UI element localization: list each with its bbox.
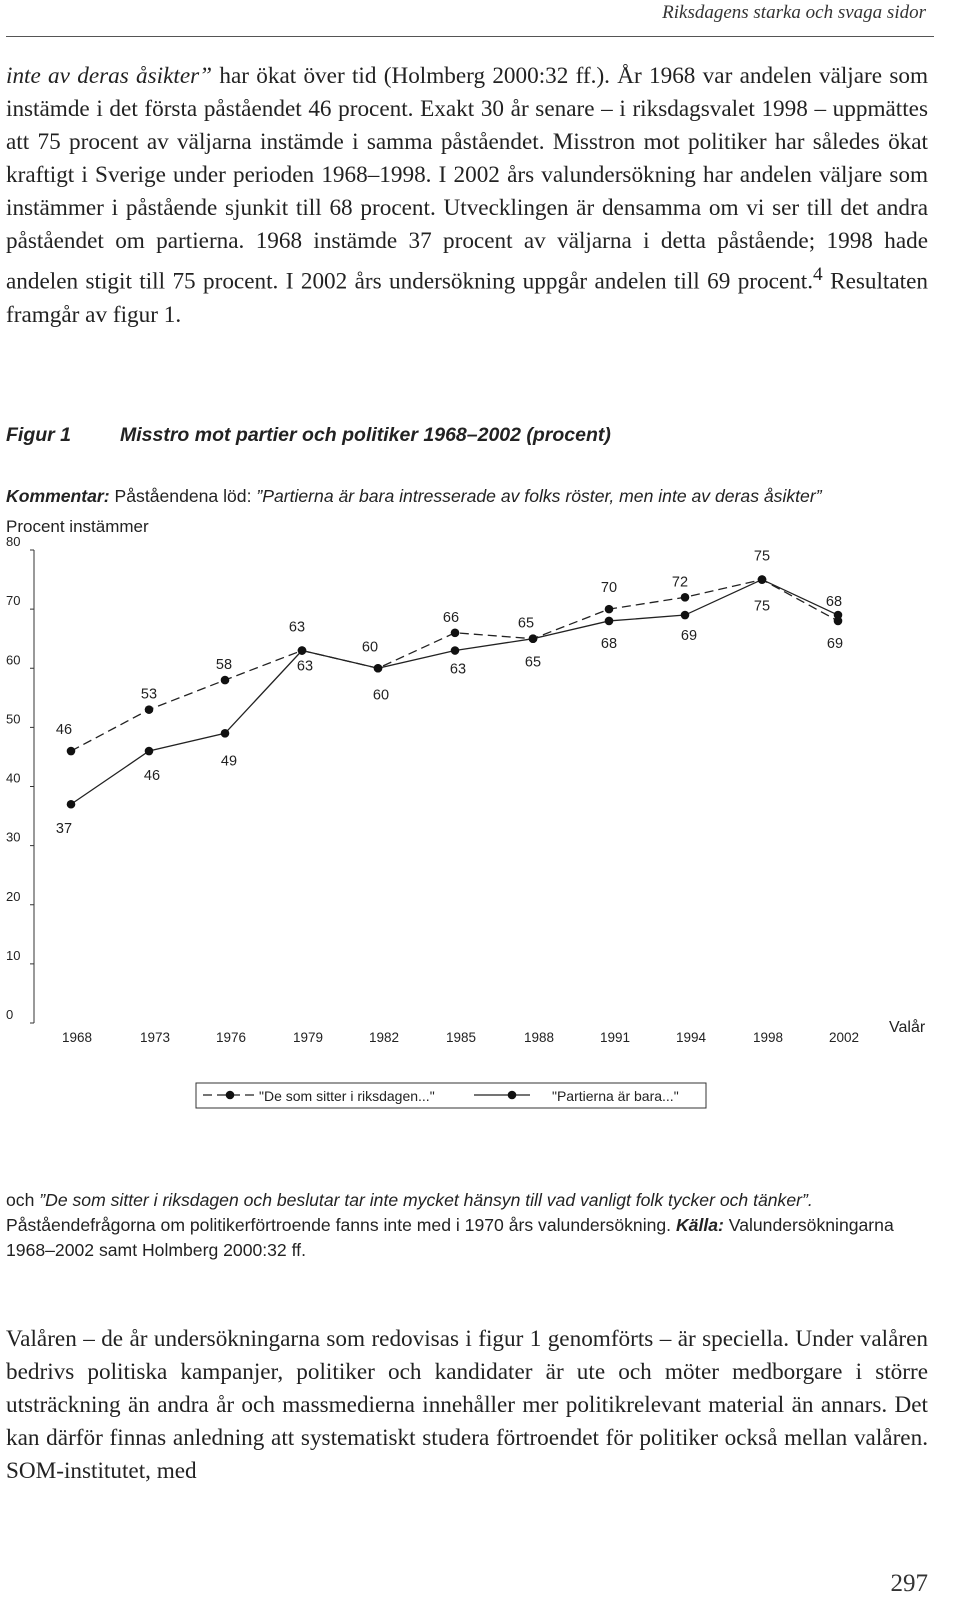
data-label-partierna-1976: 49 bbox=[220, 753, 238, 770]
data-label-partierna-2002: 69 bbox=[826, 636, 844, 653]
data-point-partierna-1976 bbox=[221, 729, 230, 738]
y-tick-label-10: 10 bbox=[6, 947, 21, 963]
body-text-end: Resultaten framgår av figur 1. bbox=[6, 268, 928, 328]
data-point-partierna-1979 bbox=[298, 646, 307, 655]
page-number: 297 bbox=[890, 1570, 928, 1597]
y-axis-label: Procent instämmer bbox=[6, 517, 149, 536]
x-tick-label-1979: 1979 bbox=[292, 1030, 324, 1045]
data-point-partierna-1998 bbox=[758, 575, 767, 584]
legend bbox=[196, 1083, 706, 1108]
running-header: Riksdagens starka och svaga sidor bbox=[662, 2, 926, 23]
header-rule bbox=[6, 36, 934, 37]
data-point-partierna-1968 bbox=[67, 800, 76, 809]
data-label-riksdagen-1988: 65 bbox=[517, 615, 535, 632]
y-tick-label-30: 30 bbox=[6, 829, 21, 845]
data-label-riksdagen-1998: 75 bbox=[753, 548, 771, 565]
comment-statement-2: ”De som sitter i riksdagen och beslutar tar inte mycket hänsyn till vad vanligt folk tycker och tänker”. bbox=[39, 1190, 813, 1210]
data-point-partierna-1994 bbox=[681, 611, 690, 620]
comment-text-3: Påståendefrågorna om politikerförtroende fanns inte med i 1970 års valundersökning. bbox=[6, 1215, 676, 1235]
data-label-partierna-1982: 60 bbox=[372, 687, 390, 704]
data-label-partierna-1968: 37 bbox=[55, 821, 73, 838]
data-label-partierna-1985: 63 bbox=[449, 661, 467, 678]
data-label-partierna-1998: 75 bbox=[753, 598, 771, 615]
y-tick-label-20: 20 bbox=[6, 888, 21, 904]
x-tick-label-1976: 1976 bbox=[215, 1030, 247, 1045]
x-tick-label-1991: 1991 bbox=[599, 1030, 631, 1045]
x-tick-label-1988: 1988 bbox=[523, 1030, 555, 1045]
y-tick-label-60: 60 bbox=[6, 652, 21, 668]
line-chart bbox=[0, 510, 960, 1118]
data-point-riksdagen-1976 bbox=[221, 676, 230, 685]
source-text: Valundersökningarna 1968–2002 samt Holmberg 2000:32 ff. bbox=[6, 1215, 894, 1260]
x-tick-label-1998: 1998 bbox=[752, 1030, 784, 1045]
y-tick-label-0: 0 bbox=[6, 1007, 14, 1022]
data-label-partierna-1994: 69 bbox=[680, 628, 698, 645]
legend-marker-solid bbox=[508, 1091, 517, 1100]
comment-label: Kommentar: bbox=[6, 486, 110, 506]
data-point-partierna-1991 bbox=[605, 617, 614, 626]
data-label-riksdagen-1985: 66 bbox=[442, 609, 460, 626]
data-label-riksdagen-1968: 46 bbox=[55, 722, 73, 739]
data-label-riksdagen-1991: 70 bbox=[600, 580, 618, 597]
data-point-partierna-1973 bbox=[145, 747, 154, 756]
body-paragraph-top bbox=[6, 60, 928, 332]
data-point-partierna-1982 bbox=[374, 664, 383, 673]
y-ticks bbox=[6, 534, 34, 1023]
x-tick-label-1994: 1994 bbox=[675, 1030, 707, 1045]
data-label-partierna-1988: 65 bbox=[524, 654, 542, 671]
data-label-partierna-1973: 46 bbox=[143, 768, 161, 785]
data-point-partierna-2002 bbox=[834, 611, 843, 620]
x-ticks bbox=[62, 1030, 859, 1045]
y-tick-label-70: 70 bbox=[6, 593, 21, 609]
comment-text-1: Påståendena löd: bbox=[109, 486, 257, 506]
figure-comment-continuation bbox=[6, 1188, 928, 1263]
x-tick-label-1982: 1982 bbox=[368, 1030, 400, 1045]
x-axis-label: Valår bbox=[889, 1019, 926, 1036]
figure-title: Misstro mot partier och politiker 1968–2002 (procent) bbox=[120, 424, 611, 446]
legend-marker-dashed bbox=[226, 1091, 235, 1100]
body-paragraph-bottom bbox=[6, 1323, 928, 1488]
figure-heading bbox=[6, 424, 611, 447]
y-tick-label-50: 50 bbox=[6, 711, 21, 727]
comment-text-2: och bbox=[6, 1190, 40, 1210]
data-point-partierna-1988 bbox=[529, 634, 538, 643]
data-point-partierna-1985 bbox=[451, 646, 460, 655]
legend-label-dashed: "De som sitter i riksdagen..." bbox=[259, 1088, 435, 1104]
data-label-riksdagen-1976: 58 bbox=[215, 657, 233, 674]
italic-lead: inte av deras åsikter” bbox=[6, 63, 213, 89]
y-tick-label-40: 40 bbox=[6, 770, 21, 786]
data-label-riksdagen-1982: 60 bbox=[361, 639, 379, 656]
data-label-partierna-1979: 63 bbox=[296, 658, 314, 675]
data-label-partierna-1991: 68 bbox=[600, 635, 618, 652]
x-tick-label-1973: 1973 bbox=[139, 1030, 171, 1045]
data-point-riksdagen-1985 bbox=[451, 628, 460, 637]
data-label-riksdagen-1973: 53 bbox=[140, 686, 158, 703]
data-label-riksdagen-2002: 68 bbox=[825, 593, 843, 610]
data-label-riksdagen-1979: 63 bbox=[288, 619, 306, 636]
data-point-riksdagen-1973 bbox=[145, 705, 154, 714]
x-tick-label-2002: 2002 bbox=[828, 1030, 860, 1045]
data-label-riksdagen-1994: 72 bbox=[671, 574, 689, 591]
y-tick-label-80: 80 bbox=[6, 534, 21, 549]
body-text: har ökat över tid (Holmberg 2000:32 ff.). År 1968 var andelen väljare som instämde i det första påståendet 46 procent. Exakt 30 år senare – i riksdagsvalet 1998 – uppmättes att 75 procent av väljarna instämde i samma påståendet. Misstron mot politiker har således ökat kraftigt i Sverige under perioden 1968–1998. I 2002 års valundersökning har andelen väljare som instämmer i påstående sjunkit till 68 procent. Utvecklingen är densamma om vi ser till det andra påståendet om partierna. 1968 instämde 37 procent av väljarna i detta påstående; 1998 hade andelen stigit till 75 procent. I 2002 års undersökning uppgår andelen till 69 procent. bbox=[6, 63, 928, 295]
legend-label-solid: "Partierna är bara..." bbox=[552, 1088, 679, 1104]
series-layer bbox=[56, 549, 843, 838]
figure-comment-line bbox=[6, 486, 822, 507]
comment-statement-1: ”Partierna är bara intresserade av folks röster, men inte av deras åsikter” bbox=[256, 486, 822, 506]
x-tick-label-1968: 1968 bbox=[61, 1030, 93, 1045]
footnote-mark: 4 bbox=[813, 264, 823, 285]
data-point-riksdagen-1991 bbox=[605, 605, 614, 614]
source-label: Källa: bbox=[675, 1215, 724, 1235]
data-point-riksdagen-1994 bbox=[681, 593, 690, 602]
body-text-bottom: Valåren – de år undersökningarna som redovisas i figur 1 genomförts – är speciella. Under valåren bedrivs politiska kampanjer, politiker och kandidater är ute och möter medborgare i större utsträckning än andra år och massmedierna innehåller mer politikrelevant material än annars. Det kan därför finnas anledning att systematiskt studera förtroendet för politiker också mellan valåren. SOM-institutet, med bbox=[6, 1326, 928, 1484]
x-tick-label-1985: 1985 bbox=[445, 1030, 477, 1045]
data-point-riksdagen-1968 bbox=[67, 747, 76, 756]
figure-label: Figur 1 bbox=[6, 424, 72, 446]
